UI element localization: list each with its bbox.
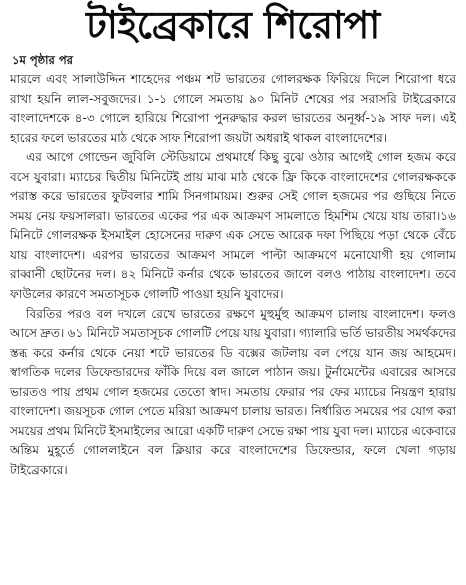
body-paragraph-3: বিরতির পরও বল দখলে রেখে ভারতের রক্ষণে মুহুর্মুহু আক্রমণ চালায় বাংলাদেশ। ফলও আসে দ্রুত। ৬১ মিনিটে সমতাসূচক গোলটি পেয়ে যায় যুবারা। গ্যালারি ভর্তি ভারতীয় সমর্থকদের স্তব্ধ করে কর্নার থেকে নেয়া শটে ভারতের ডি বক্সের জটলায় বল পেয়ে যান জয় আহমেদ। স্বাগতিক দলের ডিফেন্ডারদের ফাঁকি দিয়ে বল জালে পাঠান জয়। টুর্নামেন্টের এবারের আসরে ভারতও পায় প্রথম গোল হজমের তেতো স্বাদ। সমতায় ফেরার পর ফের ম্যাচের নিয়ন্ত্রণ হারায় বাংলাদেশ। জয়সূচক গোল পেতে মরিয়া আক্রমণ চালায় ভারত। নির্ধারিত সময়ের পর যোগ করা সময়ের প্রথম মিনিটে ইসমাইলের আরো একটি দারুণ সেভে রক্ষা পায় যুবা দল। ম্যাচের একেবারে অন্তিম মুহূর্তে গোললাইনে বল ক্লিয়ার করে বাংলাদেশের ডিফেন্ডার, ফলে খেলা গড়ায় টাইব্রেকারে। <box>10 306 456 477</box>
body-paragraph-2: এর আগে গোল্ডেন জুবিলি স্টেডিয়ামে প্রথমার্ধে কিছু বুঝে ওঠার আগেই গোল হজম করে বসে যুবারা। ম্যাচের দ্বিতীয় মিনিটেই প্রায় মাঝ মাঠ থেকে ফ্রি কিকে বাংলাদেশের গোলরক্ষককে পরাস্ত করে ভারতের ফুটবলার শামি সিনগামায়ম। শুরুর সেই গোল হজমের পর গুছিয়ে নিতে সময় নেয় ফয়সালরা। ভারতের একের পর এক আক্রমণ সামলাতে হিমশিম খেয়ে যায় তারা।১৬ মিনিটে গোলরক্ষক ইসমাইল হোসেনের দারুণ এক সেভে আরেক দফা পিছিয়ে পড়া থেকে বেঁচে যায় বাংলাদেশ। এরপর ভারতের আক্রমণ সামলে পাল্টা আক্রমণে মনোযোগী হয় গোলাম রাব্বানী ছোটনের দল। ৪২ মিনিটে কর্নার থেকে ভারতের জালে বলও পাঠায় বাংলাদেশ। তবে ফাউলের কারণে সমতাসূচক গোলটি পাওয়া হয়নি যুবাদের। <box>10 150 456 302</box>
continued-from-label: ১ম পৃষ্ঠার পর <box>12 53 73 67</box>
body-paragraph-1: মারলে এবং সালাউদ্দিন শাহেদের পঞ্চম শট ভারতের গোলরক্ষক ফিরিয়ে দিলে শিরোপা ধরে রাখা হয়নি লাল-সবুজদের। ১-১ গোলে সমতায় ৯০ মিনিট শেষের পর সরাসরি টাইব্রেকারে বাংলাদেশকে ৪-৩ গোলে হারিয়ে শিরোপা পুনরুদ্ধার করল ভারতের অনূর্ধ্ব-১৯ সাফ দল। এই হারের ফলে ভারতের মাঠ থেকে সাফ শিরোপা জয়টা অধরাই থাকল বাংলাদেশের। <box>10 72 456 145</box>
headline: টাইব্রেকারে শিরোপা <box>86 3 380 47</box>
